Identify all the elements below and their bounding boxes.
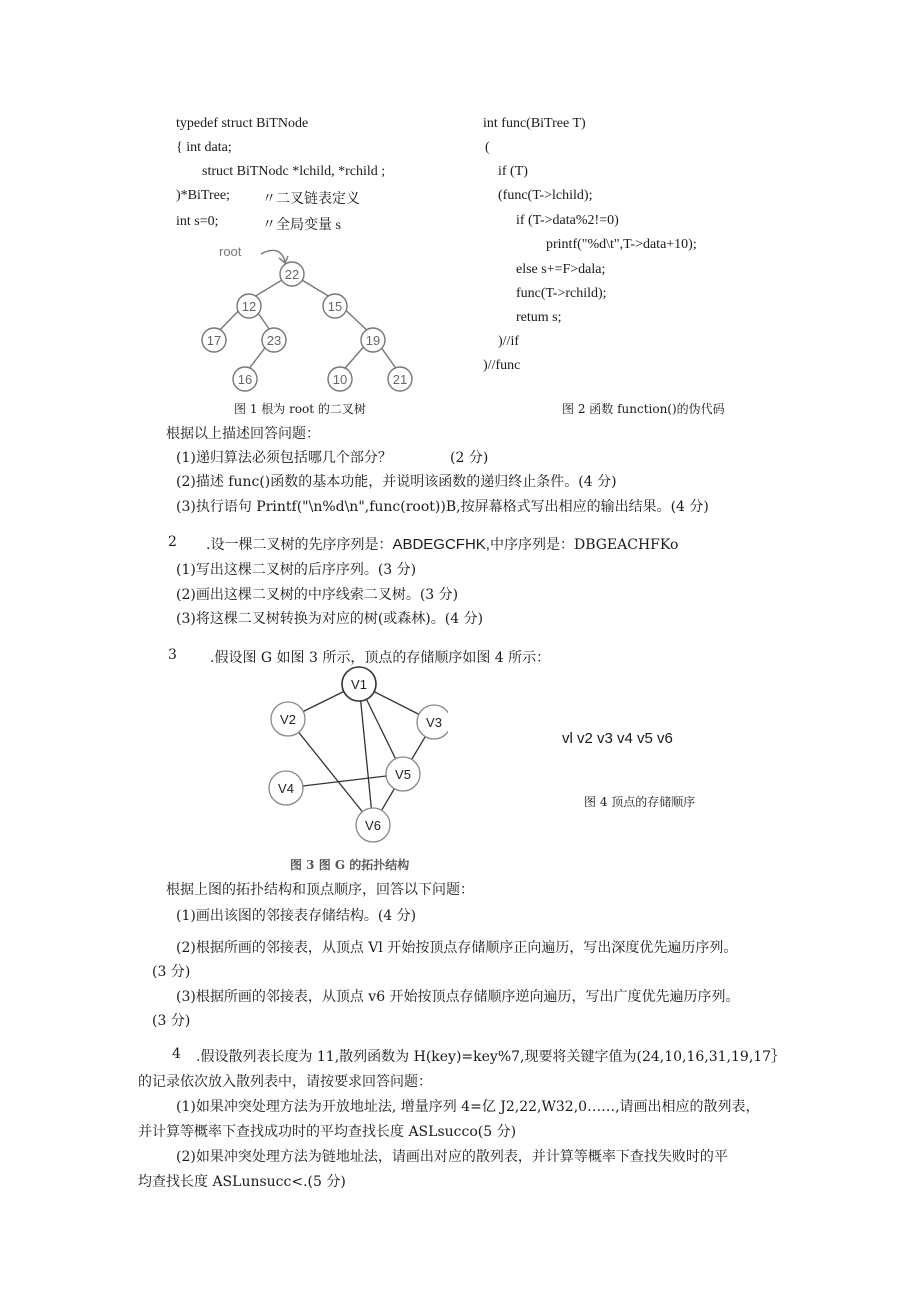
tree-node bbox=[361, 328, 385, 352]
binary-tree-figure bbox=[195, 236, 435, 398]
q1-item-3: (3)执行语句 Printf("\n%d\n",func(root))B,按屏幕格式写出相应的输出结果。(4 分) bbox=[176, 499, 709, 515]
svg-text:V5: V5 bbox=[395, 767, 411, 782]
q2-stem-suffix: 中序序列是：DBGEACHFKo bbox=[489, 537, 679, 553]
q4-stem-line-1: .假设散列表长度为 11,散列函数为 H(key)=key%7,现要将关键字值为(24,10,16,31,19,17｝ bbox=[196, 1049, 786, 1065]
code-line-struct-fields: struct BiTNodc *lchild, *rchild ; bbox=[202, 164, 386, 179]
svg-text:16: 16 bbox=[237, 372, 253, 387]
code-if-t: if (T) bbox=[498, 164, 528, 179]
code-line-int-s: int s=0; bbox=[176, 214, 219, 229]
svg-text:19: 19 bbox=[365, 333, 381, 348]
svg-text:V1: V1 bbox=[351, 677, 367, 692]
graph-node bbox=[342, 667, 376, 701]
tree-node bbox=[388, 367, 412, 391]
svg-text:12: 12 bbox=[241, 299, 257, 314]
q2-item-1: (1)写出这棵二叉树的后序序列。(3 分) bbox=[176, 562, 417, 578]
code-comment-global: 〃全局变量 s bbox=[262, 218, 341, 233]
graph-node bbox=[269, 771, 303, 805]
q2-stem bbox=[206, 534, 678, 554]
q1-intro: 根据以上描述回答问题： bbox=[166, 426, 320, 442]
code-func-rchild: func(T->rchild); bbox=[516, 286, 607, 301]
svg-text:V2: V2 bbox=[280, 712, 296, 727]
q3-item-2-score: (3 分) bbox=[152, 964, 191, 980]
graph-g-figure bbox=[258, 662, 448, 848]
q2-item-2: (2)画出这棵二叉树的中序线索二叉树。(3 分) bbox=[176, 587, 459, 603]
q2-item-3: (3)将这棵二叉树转换为对应的树(或森林)。(4 分) bbox=[176, 611, 484, 627]
tree-node bbox=[262, 328, 286, 352]
q3-stem: .假设图 G 如图 3 所示，顶点的存储顺序如图 4 所示： bbox=[210, 650, 551, 666]
code-func-open: ( bbox=[485, 140, 490, 155]
vertex-storage-order: vl v2 v3 v4 v5 v6 bbox=[562, 730, 673, 747]
code-return: retum s; bbox=[516, 310, 562, 325]
q4-stem-line-2: 的记录依次放入散列表中，请按要求回答问题： bbox=[138, 1074, 432, 1090]
code-end-if: )//if bbox=[498, 334, 519, 349]
graph-node bbox=[386, 757, 420, 791]
svg-text:V3: V3 bbox=[426, 715, 442, 730]
q3-item-2: (2)根据所画的邻接表，从顶点 Vl 开始按顶点存储顺序正向遍历，写出深度优先遍历序列。 bbox=[176, 940, 738, 956]
code-line-int-data: { int data; bbox=[176, 140, 232, 155]
q2-stem-prefix: .设一棵二叉树的先序序列是： bbox=[206, 537, 393, 553]
q4-item-2-line-1: (2)如果冲突处理方法为链地址法，请画出对应的散列表，并计算等概率下查找失败时的平 bbox=[176, 1149, 728, 1165]
q3-item-1: (1)画出该图的邻接表存储结构。(4 分) bbox=[176, 908, 417, 924]
q4-item-2-line-2: 均查找长度 ASLunsucc<.(5 分) bbox=[138, 1174, 346, 1190]
tree-node bbox=[202, 328, 226, 352]
svg-text:22: 22 bbox=[284, 267, 300, 282]
code-line-typedef: typedef struct BiTNode bbox=[176, 116, 309, 131]
q3-number: 3 bbox=[168, 647, 177, 663]
q2-number: 2 bbox=[168, 534, 177, 550]
code-if-odd: if (T->data%2!=0) bbox=[516, 213, 619, 228]
code-printf: printf("%d\t",T->data+10); bbox=[546, 237, 697, 252]
q1-item-1-score: (2 分) bbox=[450, 450, 489, 466]
svg-text:V6: V6 bbox=[365, 818, 381, 833]
tree-node bbox=[323, 294, 347, 318]
tree-root-label: root bbox=[219, 244, 242, 259]
figure-3-caption: 图 3 图 G 的拓扑结构 bbox=[290, 858, 410, 872]
graph-node bbox=[417, 705, 448, 739]
tree-node bbox=[280, 262, 304, 286]
code-comment-bitree: 〃二叉链表定义 bbox=[262, 192, 360, 207]
tree-node bbox=[328, 367, 352, 391]
code-end-func: )//func bbox=[483, 358, 521, 373]
q1-item-2: (2)描述 func()函数的基本功能，并说明该函数的递归终止条件。(4 分) bbox=[176, 474, 617, 490]
code-func-lchild: (func(T->lchild); bbox=[498, 188, 593, 203]
q4-item-1-line-1: (1)如果冲突处理方法为开放地址法, 增量序列 4=亿 J2,22,W32,0……,请画出相应的散列表， bbox=[176, 1099, 760, 1115]
code-func-header: int func(BiTree T) bbox=[483, 116, 586, 131]
svg-text:23: 23 bbox=[266, 333, 282, 348]
figure-2-caption: 图 2 函数 function()的伪代码 bbox=[562, 402, 725, 416]
tree-node bbox=[237, 294, 261, 318]
q3-intro: 根据上图的拓扑结构和顶点顺序，回答以下问题： bbox=[166, 882, 474, 898]
svg-text:15: 15 bbox=[327, 299, 343, 314]
graph-node bbox=[356, 808, 390, 842]
q4-item-1-line-2: 并计算等概率下查找成功时的平均查找长度 ASLsucco(5 分) bbox=[138, 1124, 517, 1140]
svg-text:21: 21 bbox=[392, 372, 408, 387]
figure-4-caption: 图 4 顶点的存储顺序 bbox=[584, 795, 696, 809]
q2-preorder-seq: ABDEGCFHK, bbox=[392, 536, 490, 553]
svg-text:V4: V4 bbox=[278, 781, 294, 796]
graph-node bbox=[271, 702, 305, 736]
svg-text:17: 17 bbox=[206, 333, 222, 348]
q3-item-3-score: (3 分) bbox=[152, 1013, 191, 1029]
figure-1-caption: 图 1 根为 root 的二叉树 bbox=[234, 402, 366, 416]
code-line-bitree: )*BiTree; bbox=[176, 188, 230, 203]
tree-node bbox=[233, 367, 257, 391]
svg-text:10: 10 bbox=[332, 372, 348, 387]
code-else: else s+=F>dala; bbox=[516, 262, 606, 277]
q3-item-3: (3)根据所画的邻接表，从顶点 v6 开始按顶点存储顺序逆向遍历，写出广度优先遍历序列。 bbox=[176, 989, 740, 1005]
q1-item-1: (1)递归算法必须包括哪几个部分？ bbox=[176, 450, 392, 466]
q4-number: 4 bbox=[172, 1046, 181, 1062]
